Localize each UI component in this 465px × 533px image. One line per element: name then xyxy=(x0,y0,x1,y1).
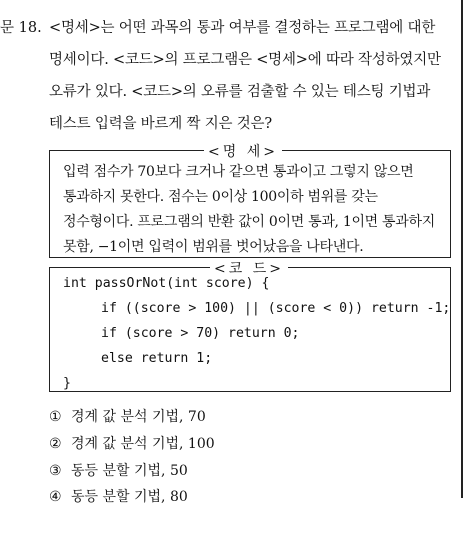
choice-4-mark: ④ xyxy=(49,489,62,505)
spec-text-line-4: 못함, −1이면 입력이 범위를 벗어났음을 나타낸다. xyxy=(63,239,364,255)
choice-4[interactable] xyxy=(49,486,188,506)
code-line-5: } xyxy=(63,376,71,391)
choice-2-mark: ② xyxy=(49,436,62,452)
question-number: 문 18. xyxy=(0,20,42,36)
code-line-3: if (score > 70) return 0; xyxy=(101,326,300,341)
code-line-2: if ((score > 100) || (score < 0)) return -1; xyxy=(101,301,451,316)
choice-1[interactable] xyxy=(49,406,206,426)
choice-2-text: 경계 값 분석 기법, 100 xyxy=(71,436,215,452)
choice-4-text: 동등 분할 기법, 80 xyxy=(71,489,188,505)
choice-1-text: 경계 값 분석 기법, 70 xyxy=(71,409,206,425)
question-text-line-3: 오류가 있다. <코드>의 오류를 검출할 수 있는 테스팅 기법과 xyxy=(49,84,431,100)
question-text-line-1: <명세>는 어떤 과목의 통과 여부를 결정하는 프로그램에 대한 xyxy=(49,20,436,36)
question-text-line-2: 명세이다. <코드>의 프로그램은 <명세>에 따라 작성하였지만 xyxy=(49,52,441,68)
choice-2[interactable] xyxy=(49,433,215,453)
spec-text-line-3: 정수형이다. 프로그램의 반환 값이 0이면 통과, 1이면 통과하지 xyxy=(63,214,435,230)
question-text-line-4: 테스트 입력을 바르게 짝 지은 것은? xyxy=(49,116,272,132)
code-line-1: int passOrNot(int score) { xyxy=(63,276,270,291)
spec-box-title: <명 세> xyxy=(204,141,282,161)
choice-1-mark: ① xyxy=(49,409,62,425)
choice-3-text: 동등 분할 기법, 50 xyxy=(71,463,188,479)
page-column-rule xyxy=(461,0,463,498)
choice-3[interactable] xyxy=(49,460,188,480)
code-line-4: else return 1; xyxy=(101,351,213,366)
code-box-title: <코 드> xyxy=(210,258,288,278)
spec-text-line-2: 통과하지 못한다. 점수는 0이상 100이하 범위를 갖는 xyxy=(63,189,378,205)
spec-text-line-1: 입력 점수가 70보다 크거나 같으면 통과이고 그렇지 않으면 xyxy=(63,164,414,180)
choice-3-mark: ③ xyxy=(49,463,62,479)
